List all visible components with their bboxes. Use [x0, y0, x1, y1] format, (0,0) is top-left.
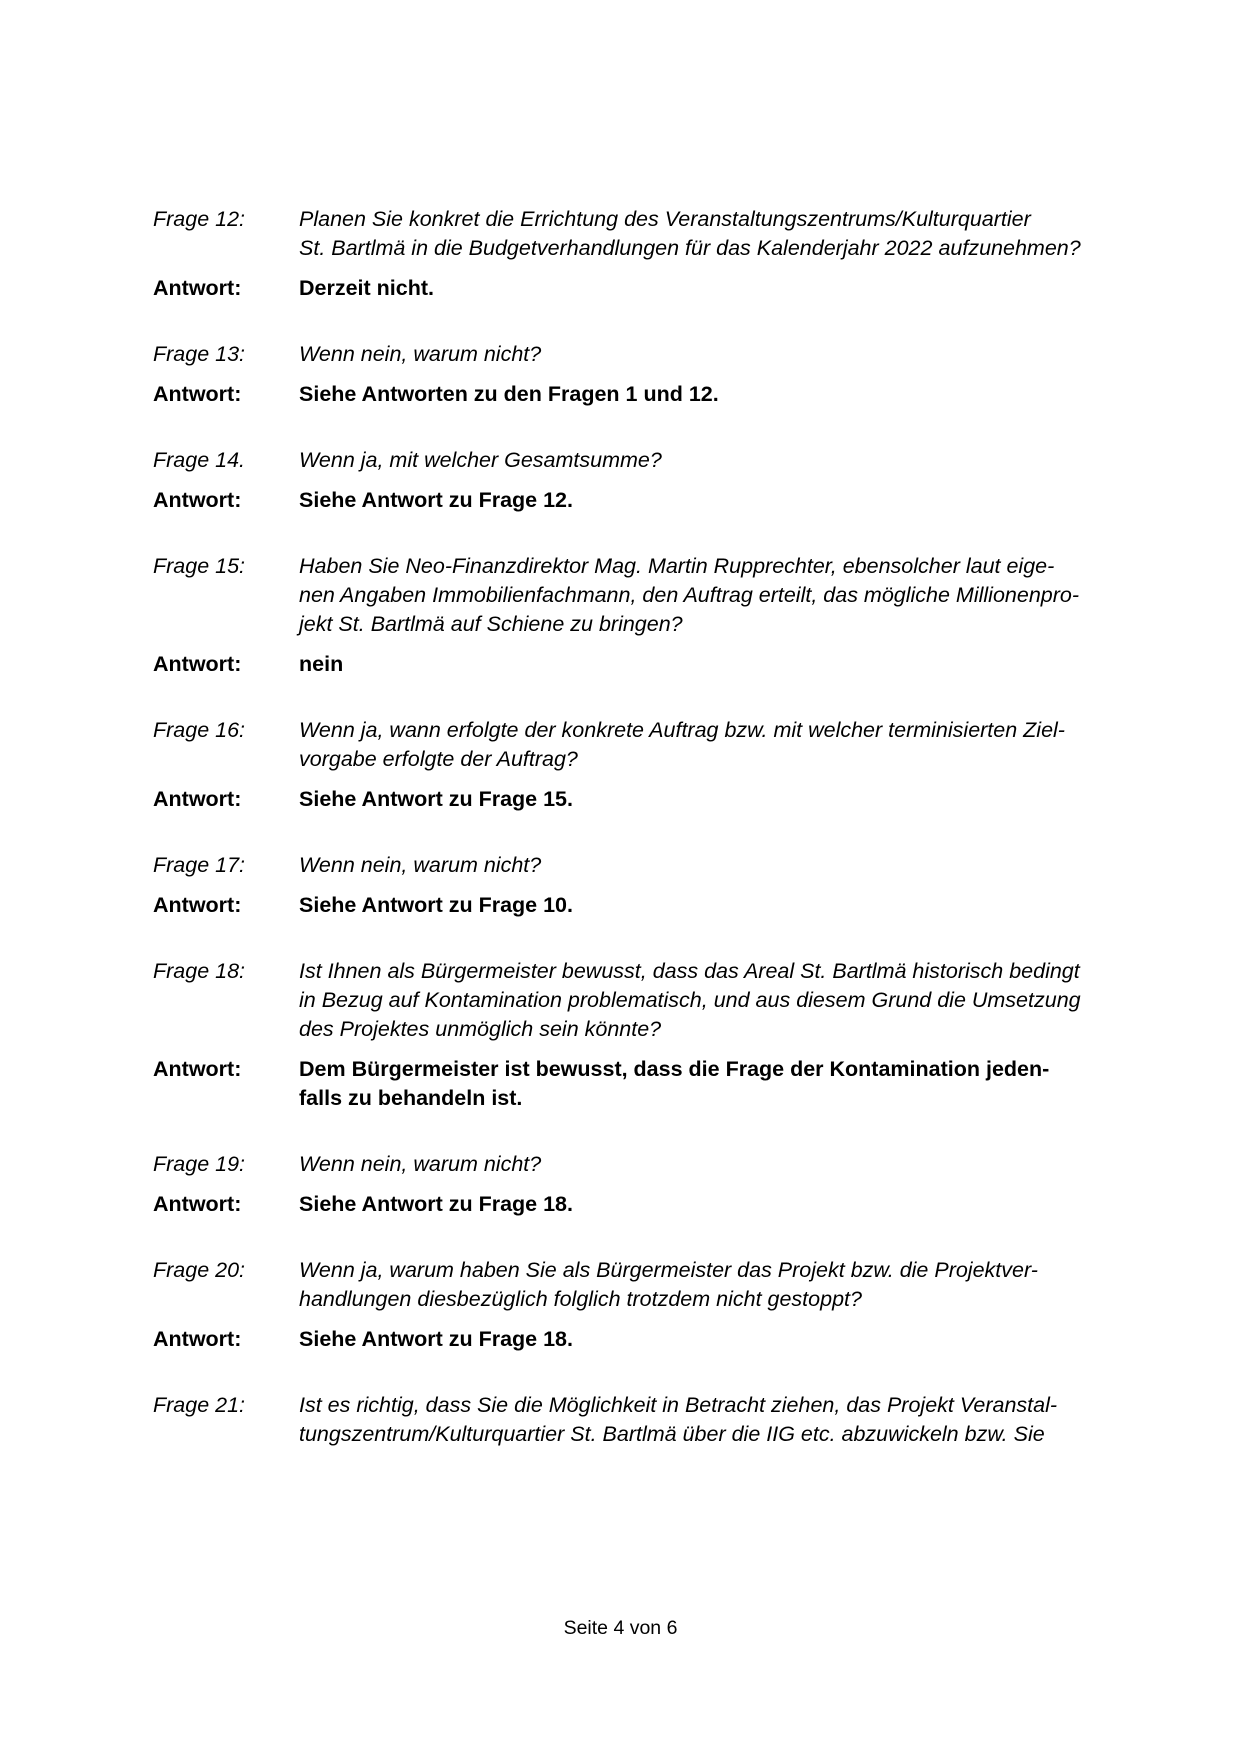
frage-text-line: jekt St. Bartlmä auf Schiene zu bringen?: [299, 612, 683, 636]
frage-text: [299, 1256, 1143, 1314]
qa-block: [153, 851, 1143, 920]
antwort-text: [299, 1190, 1143, 1219]
antwort-text: [299, 891, 1143, 920]
frage-text: [299, 446, 1143, 475]
frage-text-line: Ist Ihnen als Bürgermeister bewusst, dass das Areal St. Bartlmä historisch bedingt: [299, 959, 1080, 983]
frage-text-line: Wenn ja, warum haben Sie als Bürgermeister das Projekt bzw. die Projektver-: [299, 1258, 1038, 1282]
antwort-label: Antwort:: [153, 787, 242, 811]
antwort-text-line: nein: [299, 652, 344, 676]
frage-text-line: nen Angaben Immobilienfachmann, den Auftrag erteilt, das mögliche Millionenpro-: [299, 583, 1080, 607]
antwort-label: Antwort:: [153, 652, 242, 676]
frage-text-line: vorgabe erfolgte der Auftrag?: [299, 747, 578, 771]
frage-row: [153, 1391, 1143, 1449]
qa-block: [153, 340, 1143, 409]
frage-label: Frage 17:: [153, 853, 246, 877]
frage-row: [153, 1256, 1143, 1314]
qa-block: [153, 1150, 1143, 1219]
antwort-text-line: Siehe Antwort zu Frage 10.: [299, 893, 573, 917]
frage-row: [153, 716, 1143, 774]
antwort-text-line: Dem Bürgermeister ist bewusst, dass die Frage der Kontamination jeden-: [299, 1057, 1050, 1081]
frage-text: [299, 957, 1143, 1044]
antwort-text-line: Siehe Antwort zu Frage 18.: [299, 1192, 573, 1216]
frage-text-line: handlungen diesbezüglich folglich trotzdem nicht gestoppt?: [299, 1287, 862, 1311]
frage-text: [299, 716, 1143, 774]
frage-row: [153, 1150, 1143, 1179]
antwort-row: [153, 486, 1143, 515]
frage-text: [299, 552, 1143, 639]
frage-label: Frage 18:: [153, 959, 246, 983]
question-answer-list: [153, 205, 1143, 1486]
qa-block: [153, 205, 1143, 303]
antwort-row: [153, 785, 1143, 814]
frage-text-line: in Bezug auf Kontamination problematisch, und aus diesem Grund die Umsetzung: [299, 988, 1081, 1012]
qa-block: [153, 1256, 1143, 1354]
frage-text-line: Haben Sie Neo-Finanzdirektor Mag. Martin Rupprechter, ebensolcher laut eige-: [299, 554, 1055, 578]
antwort-text: [299, 1055, 1143, 1113]
frage-text-line: Planen Sie konkret die Errichtung des Veranstaltungszentrums/Kulturquartier: [299, 207, 1031, 231]
antwort-label: Antwort:: [153, 1057, 242, 1081]
frage-label: Frage 16:: [153, 718, 246, 742]
qa-block: [153, 1391, 1143, 1449]
antwort-text-line: Siehe Antwort zu Frage 12.: [299, 488, 573, 512]
antwort-text-line: Derzeit nicht.: [299, 276, 434, 300]
antwort-row: [153, 274, 1143, 303]
antwort-text-line: Siehe Antworten zu den Fragen 1 und 12.: [299, 382, 719, 406]
frage-text: [299, 340, 1143, 369]
frage-row: [153, 340, 1143, 369]
frage-text-line: Wenn nein, warum nicht?: [299, 1152, 542, 1176]
antwort-text: [299, 274, 1143, 303]
antwort-label: Antwort:: [153, 488, 242, 512]
qa-block: [153, 716, 1143, 814]
frage-label: Frage 12:: [153, 207, 246, 231]
frage-text-line: Wenn ja, wann erfolgte der konkrete Auftrag bzw. mit welcher terminisierten Ziel-: [299, 718, 1065, 742]
frage-text: [299, 1391, 1143, 1449]
antwort-text-line: Siehe Antwort zu Frage 15.: [299, 787, 573, 811]
frage-text: [299, 205, 1143, 263]
frage-row: [153, 957, 1143, 1044]
frage-text-line: tungszentrum/Kulturquartier St. Bartlmä über die IIG etc. abzuwickeln bzw. Sie: [299, 1422, 1045, 1446]
frage-label: Frage 15:: [153, 554, 246, 578]
frage-row: [153, 446, 1143, 475]
antwort-text: [299, 1325, 1143, 1354]
page-footer: Seite 4 von 6: [563, 1617, 678, 1639]
antwort-row: [153, 1325, 1143, 1354]
antwort-row: [153, 650, 1143, 679]
antwort-text-line: falls zu behandeln ist.: [299, 1086, 523, 1110]
frage-text-line: St. Bartlmä in die Budgetverhandlungen für das Kalenderjahr 2022 aufzunehmen?: [299, 236, 1081, 260]
frage-label: Frage 20:: [153, 1258, 246, 1282]
frage-text-line: Wenn nein, warum nicht?: [299, 342, 542, 366]
frage-text: [299, 851, 1143, 880]
frage-text-line: Ist es richtig, dass Sie die Möglichkeit in Betracht ziehen, das Projekt Veranstal-: [299, 1393, 1058, 1417]
antwort-text: [299, 486, 1143, 515]
antwort-text: [299, 650, 1143, 679]
antwort-text: [299, 785, 1143, 814]
antwort-text: [299, 380, 1143, 409]
frage-text-line: Wenn nein, warum nicht?: [299, 853, 542, 877]
antwort-row: [153, 891, 1143, 920]
frage-label: Frage 19:: [153, 1152, 246, 1176]
qa-block: [153, 552, 1143, 679]
frage-label: Frage 21:: [153, 1393, 246, 1417]
antwort-label: Antwort:: [153, 382, 242, 406]
antwort-label: Antwort:: [153, 1327, 242, 1351]
frage-row: [153, 205, 1143, 263]
frage-text-line: des Projektes unmöglich sein könnte?: [299, 1017, 662, 1041]
qa-block: [153, 446, 1143, 515]
frage-label: Frage 14.: [153, 448, 246, 472]
frage-row: [153, 851, 1143, 880]
antwort-row: [153, 1190, 1143, 1219]
antwort-label: Antwort:: [153, 1192, 242, 1216]
frage-label: Frage 13:: [153, 342, 246, 366]
antwort-label: Antwort:: [153, 276, 242, 300]
antwort-text-line: Siehe Antwort zu Frage 18.: [299, 1327, 573, 1351]
antwort-row: [153, 1055, 1143, 1113]
frage-row: [153, 552, 1143, 639]
antwort-label: Antwort:: [153, 893, 242, 917]
qa-block: [153, 957, 1143, 1113]
frage-text-line: Wenn ja, mit welcher Gesamtsumme?: [299, 448, 662, 472]
antwort-row: [153, 380, 1143, 409]
frage-text: [299, 1150, 1143, 1179]
